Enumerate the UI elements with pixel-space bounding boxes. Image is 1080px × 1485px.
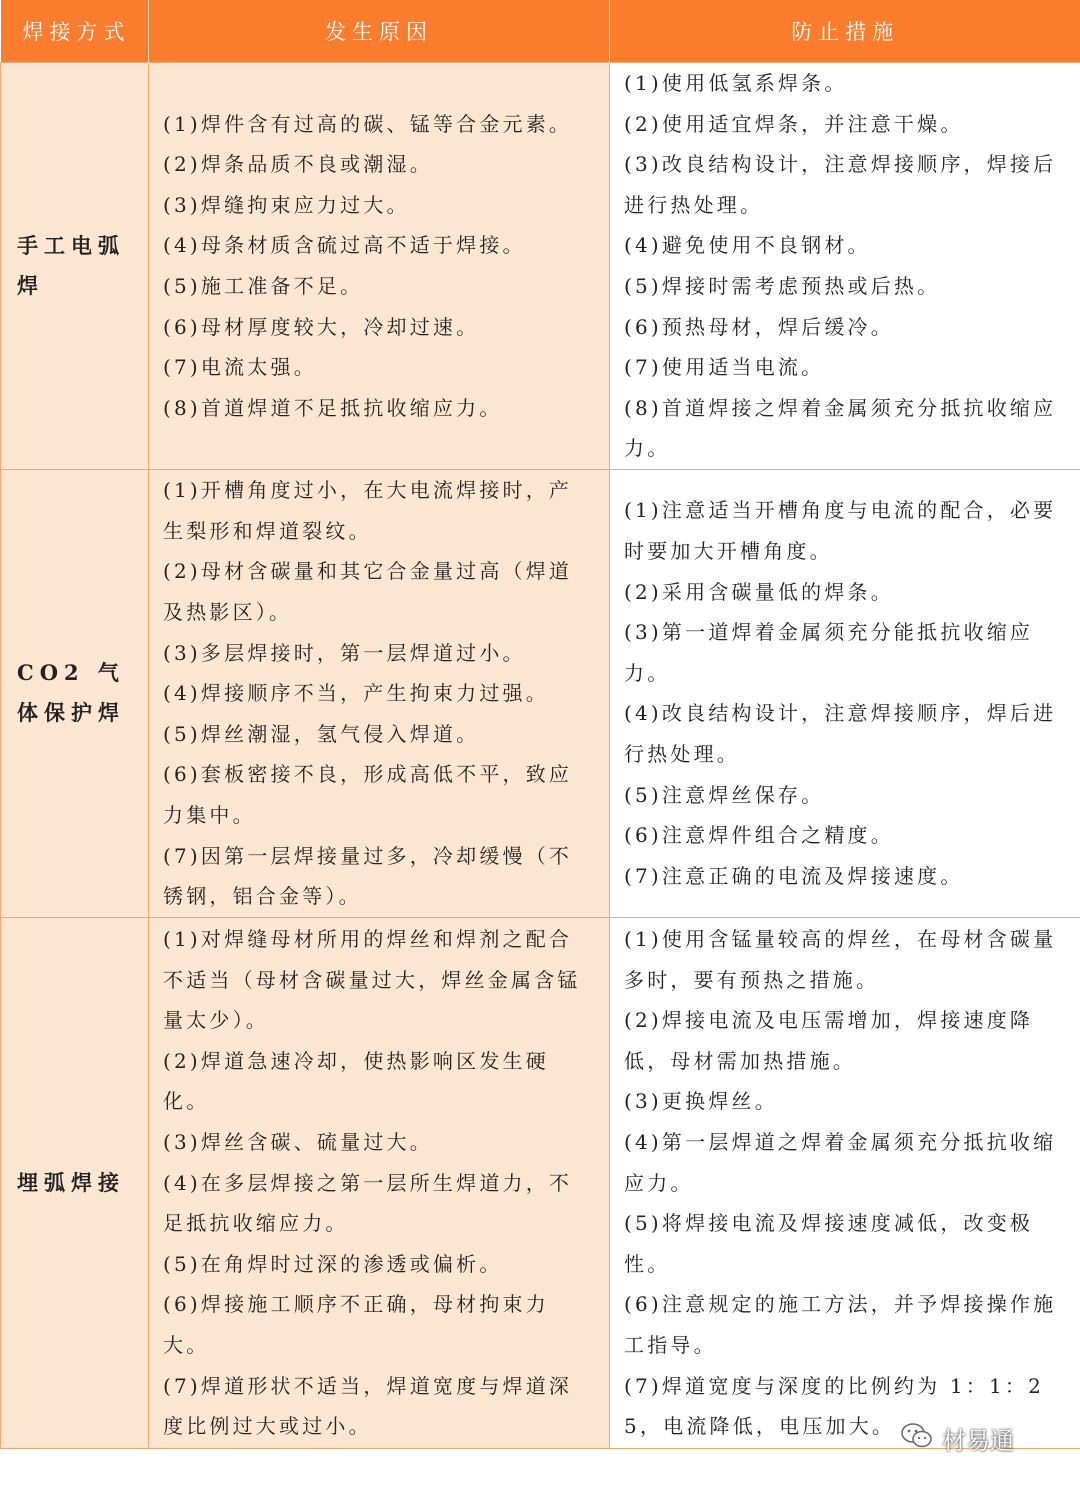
watermark-text: 材易通 (942, 1426, 1014, 1455)
table-row (1, 917, 1080, 1448)
method-cell: 手工电弧焊 (1, 63, 149, 470)
table-row (1, 469, 1080, 917)
measure-item: (1)使用含锰量较高的焊丝，在母材含碳量多时，要有预热之措施。 (624, 927, 1057, 992)
measure-cell (610, 469, 1080, 917)
cause-item: (8)首道焊道不足抵抗收缩应力。 (163, 395, 503, 420)
cause-item: (5)施工准备不足。 (163, 273, 364, 298)
cause-cell (149, 63, 610, 470)
measure-item: (5)将焊接电流及焊接速度减低，改变极性。 (624, 1211, 1034, 1276)
cause-item: (7)焊道形状不适当，焊道宽度与焊道深度比例过大或过小。 (163, 1373, 573, 1439)
cause-item: (1)开槽角度过小，在大电流焊接时，产生梨形和焊道裂纹。 (163, 478, 573, 543)
measure-item: (3)第一道焊着金属须充分能抵抗收缩应力。 (624, 620, 1034, 685)
measure-item: (2)焊接电流及电压需增加，焊接速度降低，母材需加热措施。 (624, 1008, 1034, 1073)
cause-item: (6)套板密接不良，形成高低不平，致应力集中。 (163, 762, 573, 827)
measure-item: (2)采用含碳量低的焊条。 (624, 579, 894, 604)
cause-cell (149, 469, 610, 917)
cause-item: (7)因第一层焊接量过多，冷却缓慢（不锈钢，铝合金等）。 (163, 843, 573, 909)
measure-item: (5)焊接时需考虑预热或后热。 (624, 273, 941, 298)
measure-item: (6)注意焊件组合之精度。 (624, 823, 894, 848)
cause-item: (5)在角焊时过深的渗透或偏析。 (163, 1251, 503, 1276)
measure-item: (7)使用适当电流。 (624, 355, 825, 380)
wechat-icon (900, 1421, 934, 1455)
measure-item: (2)使用适宜焊条，并注意干燥。 (624, 111, 964, 136)
cause-item: (2)焊道急速冷却，使热影响区发生硬化。 (163, 1048, 549, 1114)
cause-item: (4)母条材质含硫过高不适于焊接。 (163, 233, 526, 258)
header-cause: 发生原因 (149, 0, 610, 63)
header-method: 焊接方式 (1, 0, 149, 63)
measure-cell (610, 63, 1080, 470)
method-cell: 埋弧焊接 (1, 917, 149, 1448)
header-measure: 防止措施 (610, 0, 1080, 63)
measure-item: (7)焊道宽度与深度的比例约为 1：1：25，电流降低，电压加大。 (624, 1373, 1045, 1439)
measure-item: (4)第一层焊道之焊着金属须充分抵抗收缩应力。 (624, 1130, 1057, 1195)
measure-cell (610, 917, 1080, 1448)
cause-item: (3)焊缝拘束应力过大。 (163, 192, 410, 217)
cause-item: (3)多层焊接时，第一层焊道过小。 (163, 640, 526, 665)
measure-item: (7)注意正确的电流及焊接速度。 (624, 863, 964, 888)
measure-item: (4)改良结构设计，注意焊接顺序，焊后进行热处理。 (624, 701, 1057, 767)
watermark (900, 1418, 1070, 1458)
cause-item: (4)在多层焊接之第一层所生焊道力，不足抵抗收缩应力。 (163, 1170, 573, 1236)
method-cell: CO2 气体保护焊 (1, 469, 149, 917)
measure-item: (1)注意适当开槽角度与电流的配合，必要时要加大开槽角度。 (624, 498, 1057, 564)
measure-item: (4)避免使用不良钢材。 (624, 233, 871, 258)
measure-item: (1)使用低氢系焊条。 (624, 71, 848, 95)
cause-item: (2)母材含碳量和其它合金量过高（焊道及热影区）。 (163, 559, 573, 624)
cause-item: (7)电流太强。 (163, 355, 317, 380)
cause-item: (2)焊条品质不良或潮湿。 (163, 152, 433, 177)
cause-cell (149, 917, 610, 1448)
measure-item: (3)更换焊丝。 (624, 1089, 778, 1114)
cause-item: (5)焊丝潮湿，氢气侵入焊道。 (163, 721, 480, 746)
cause-item: (3)焊丝含碳、硫量过大。 (163, 1130, 433, 1155)
measure-item: (8)首道焊接之焊着金属须充分抵抗收缩应力。 (624, 395, 1057, 461)
header-row (1, 0, 1080, 63)
table-row (1, 63, 1080, 470)
cause-item: (6)母材厚度较大，冷却过速。 (163, 314, 480, 339)
measure-item: (6)注意规定的施工方法，并予焊接操作施工指导。 (624, 1292, 1057, 1358)
cause-item: (4)焊接顺序不当，产生拘束力过强。 (163, 681, 549, 706)
measure-item: (6)预热母材，焊后缓冷。 (624, 314, 894, 339)
cause-item: (1)对焊缝母材所用的焊丝和焊剂之配合不适当（母材含碳量过大，焊丝金属含锰量太少）。 (163, 927, 581, 1033)
cause-item: (1)焊件含有过高的碳、锰等合金元素。 (163, 111, 573, 136)
measure-item: (3)改良结构设计，注意焊接顺序，焊接后进行热处理。 (624, 152, 1057, 217)
measure-item: (5)注意焊丝保存。 (624, 782, 825, 807)
cause-item: (6)焊接施工顺序不正确，母材拘束力大。 (163, 1292, 549, 1358)
